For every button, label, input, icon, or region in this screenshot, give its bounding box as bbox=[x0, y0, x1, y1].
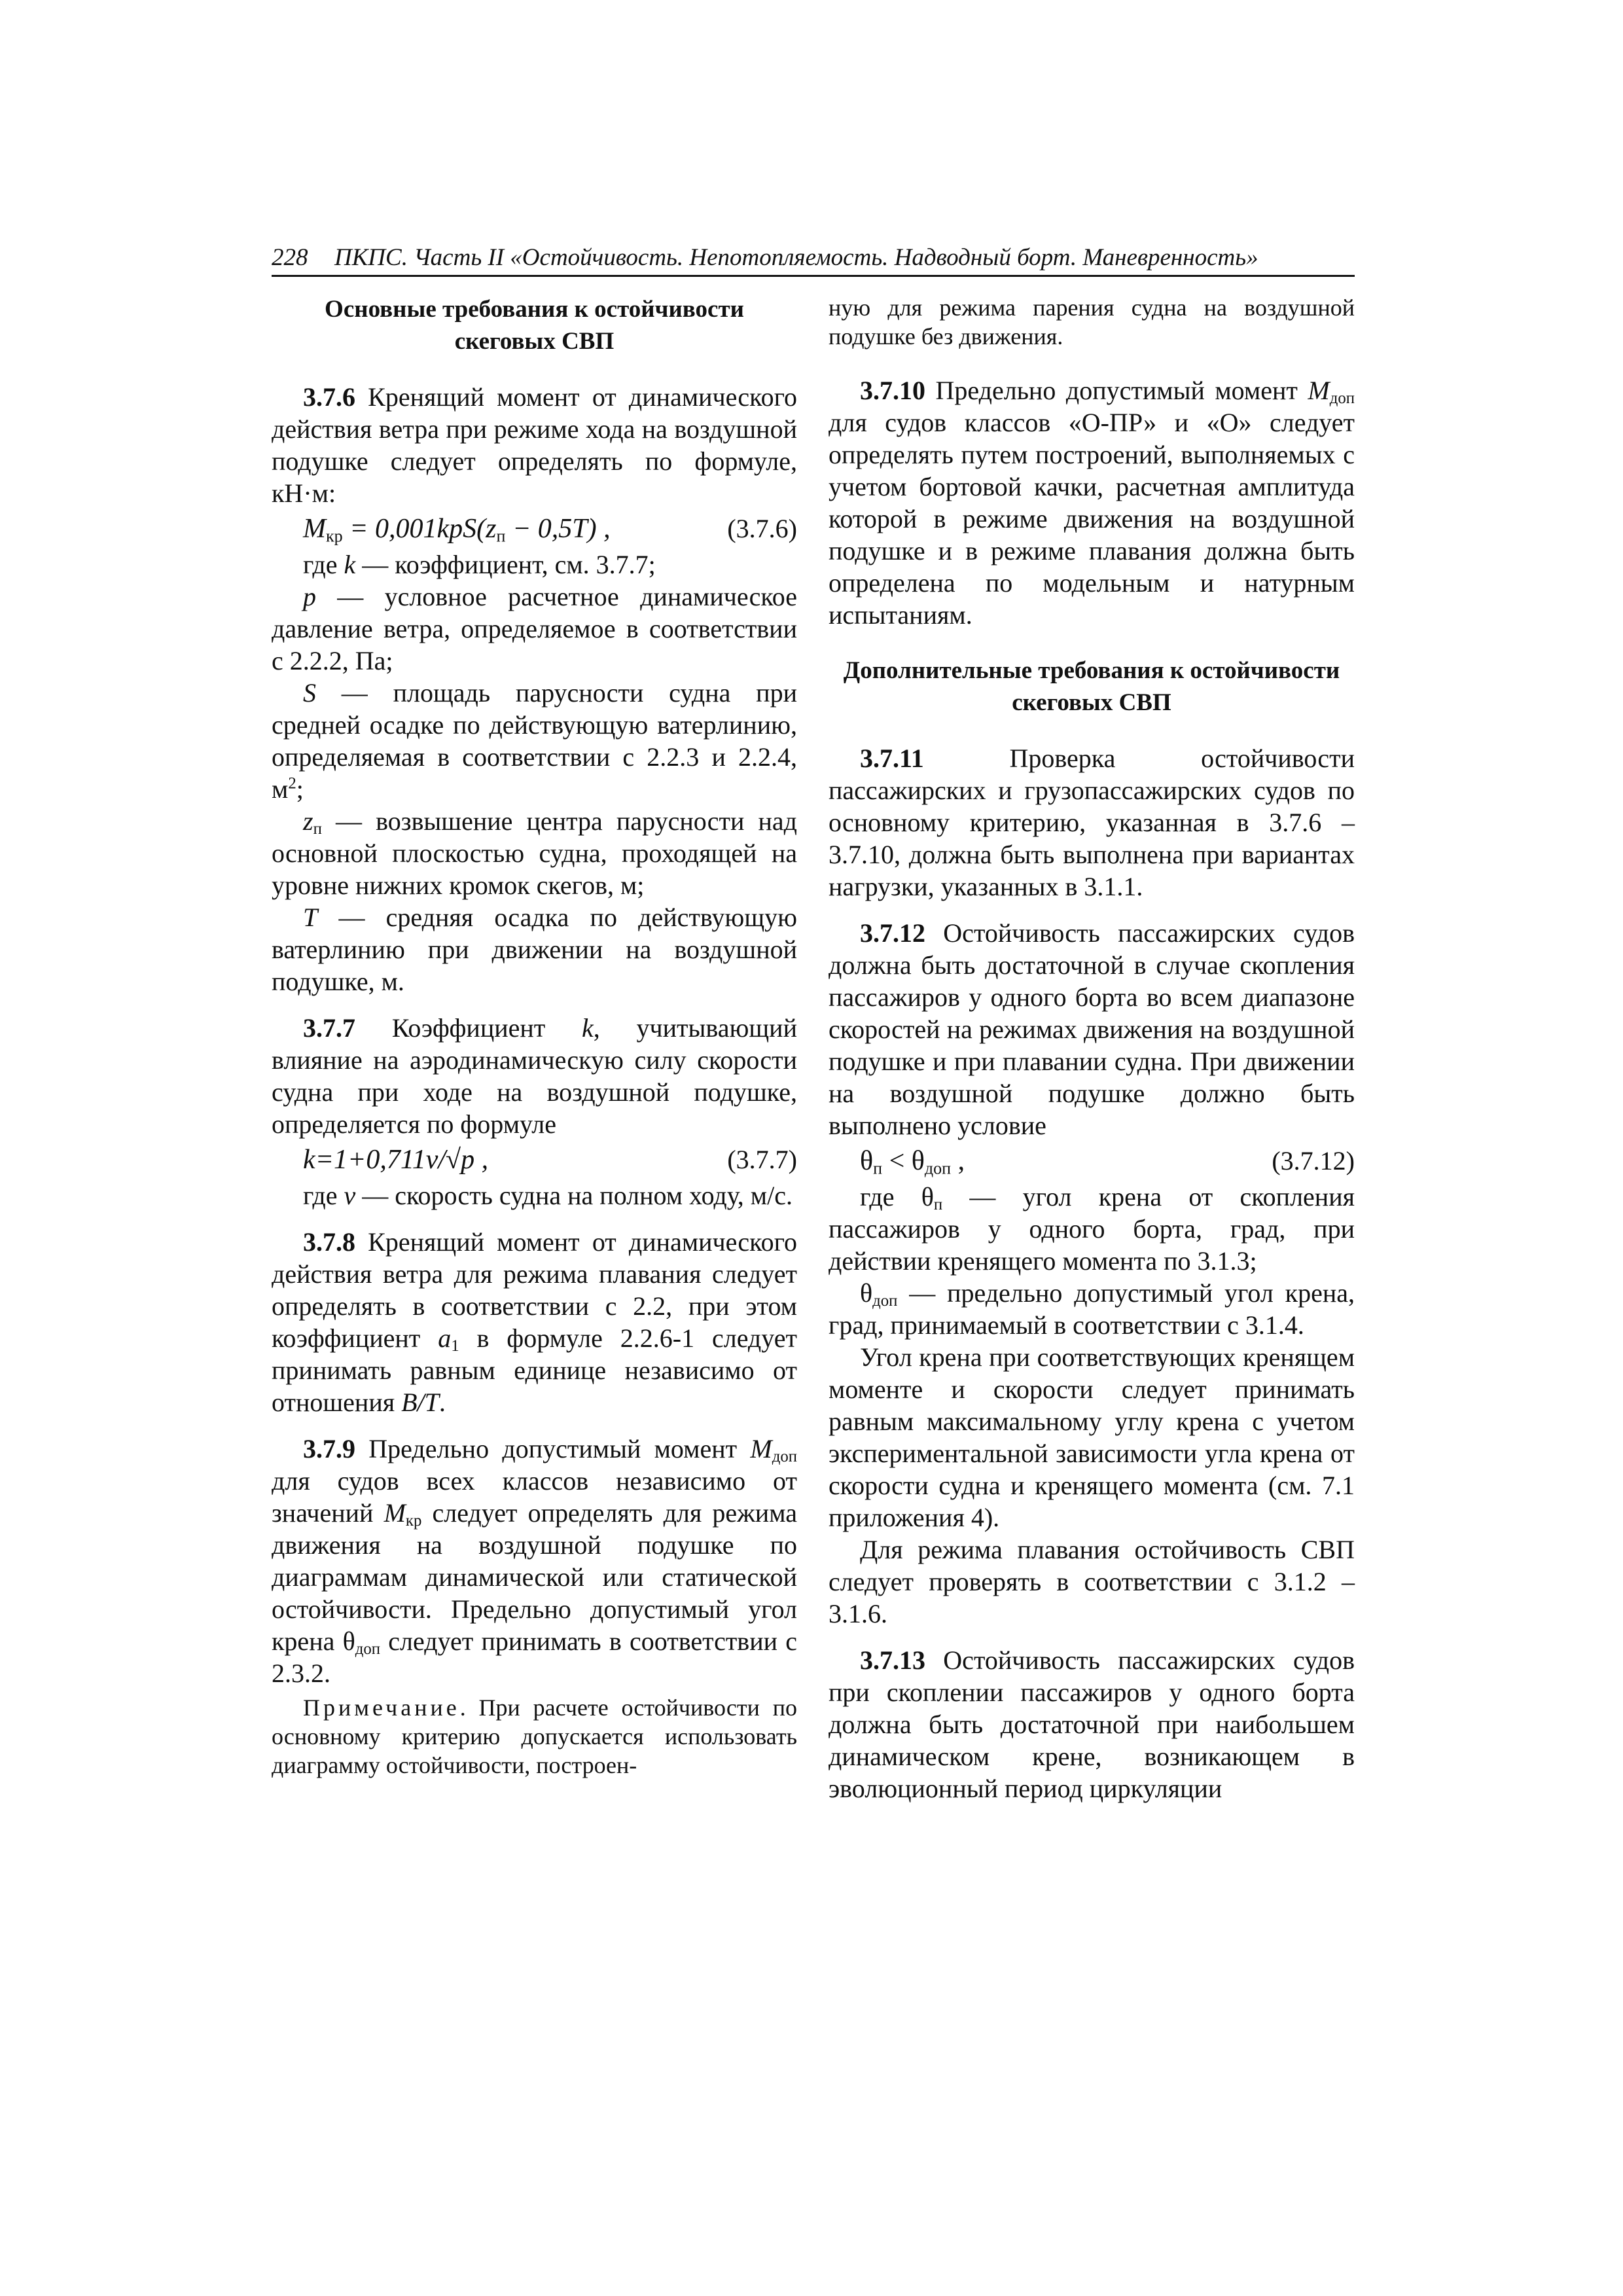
subscript: 1 bbox=[451, 1337, 459, 1355]
note-text: . При расчете остойчивости по основному критерию допускается использовать диаграмму остойчивости, построен- bbox=[272, 1695, 797, 1778]
clause-text: , учитывающий влияние на аэродинамическую силу скорости судна при ходе на воздушной подушке, определяется по формуле bbox=[272, 1013, 797, 1139]
formula-expression bbox=[860, 1141, 965, 1181]
section-heading-additional bbox=[829, 655, 1355, 719]
clause-number: 3.7.11 bbox=[860, 744, 924, 773]
clause-text: для судов классов «О-ПР» и «О» следует определять путем построений, выполняемых с учетом бортовой качки, расчетная амплитуда которой в режиме движения на воздушной подушке и в режиме плавания должна быть определена по модельным и натурным испытаниям. bbox=[829, 408, 1355, 630]
note bbox=[272, 1693, 797, 1780]
clause-text: следует принимать в соответствии с 2.3.2. bbox=[272, 1626, 797, 1688]
page-number: 228 bbox=[272, 244, 308, 271]
subscript: доп bbox=[1329, 389, 1355, 408]
symbol: M bbox=[1308, 376, 1330, 405]
subscript: доп bbox=[355, 1640, 381, 1659]
formula-number: (3.7.6) bbox=[727, 514, 797, 543]
clause-number: 3.7.8 bbox=[303, 1227, 355, 1257]
section-heading-basic bbox=[272, 293, 797, 357]
running-header bbox=[272, 241, 1348, 275]
clause-text: Предельно допустимый момент bbox=[355, 1434, 751, 1463]
formula-symbol: θ bbox=[860, 1146, 874, 1176]
formula-expression: k=1+0,711v/√p , bbox=[303, 1145, 489, 1175]
subscript: п bbox=[933, 1196, 943, 1214]
formula-part: , bbox=[951, 1146, 965, 1176]
note-label: Примечание bbox=[303, 1695, 460, 1721]
where-prefix: где bbox=[303, 550, 344, 579]
clause-number: 3.7.10 bbox=[860, 376, 925, 405]
subscript: доп bbox=[772, 1448, 797, 1466]
symbol: p bbox=[303, 582, 316, 611]
subscript: п bbox=[313, 820, 322, 838]
where-prefix: где bbox=[303, 1181, 344, 1210]
clause-text: Проверка остойчивости пассажирских и грузопассажирских судов по основному критерию, указанная в 3.7.6 – 3.7.10, должна быть выполнена при вариантах нагрузки, указанных в 3.1.1. bbox=[829, 744, 1355, 901]
clause-3-7-8 bbox=[272, 1226, 797, 1418]
formula-expression bbox=[303, 509, 611, 548]
formula-subscript: доп bbox=[924, 1158, 952, 1178]
formula-number: (3.7.7) bbox=[727, 1145, 797, 1174]
header-rule bbox=[272, 275, 1355, 277]
heading-line-1: Дополнительные требования к остойчивости bbox=[843, 657, 1340, 684]
clause-text: Остойчивость пассажирских судов должна быть достаточной в случае скопления пассажиров у одного борта во всем диапазоне скоростей на режимах движения на воздушной подушке и при плавании судна. При движении на воздушной подушке должно быть выполнено условие bbox=[829, 918, 1355, 1140]
formula-part: − 0,5T) , bbox=[505, 514, 611, 544]
symbol: T bbox=[303, 903, 318, 932]
clause-3-7-13 bbox=[829, 1644, 1355, 1804]
formula-part: = 0,001kpS(z bbox=[349, 514, 497, 544]
symbol: S bbox=[303, 678, 316, 708]
formula-subscript: кр bbox=[326, 526, 343, 546]
symbol: v bbox=[344, 1181, 356, 1210]
symbol: k bbox=[344, 550, 356, 579]
formula-part: < θ bbox=[882, 1146, 925, 1176]
definition-text: — предельно допустимый угол крена, град, принимаемый в соответствии с 3.1.4. bbox=[829, 1278, 1355, 1340]
formula-number: (3.7.12) bbox=[1272, 1146, 1355, 1175]
formula-subscript: п bbox=[496, 526, 506, 546]
clause-text: следует определять для режима движения на воздушной подушке по диаграммам динамической или статической остойчивости. Предельно допустимый угол крена θ bbox=[272, 1498, 797, 1656]
clause-number: 3.7.6 bbox=[303, 382, 355, 412]
definition-v bbox=[272, 1179, 797, 1211]
paragraph-heel-angle: Угол крена при соответствующих кренящем моменте и скорости следует принимать равным максимальному углу крена с учетом экспериментальной зависимости угла крена от скорости судна и кренящего момента (см. 7.1 приложения 4). bbox=[829, 1342, 1355, 1532]
punct: . bbox=[438, 1388, 446, 1417]
symbol: a bbox=[438, 1323, 452, 1353]
formula-subscript: п bbox=[873, 1158, 883, 1178]
symbol: z bbox=[303, 806, 313, 836]
clause-text: Предельно допустимый момент bbox=[925, 376, 1308, 405]
definition-text: — угол крена от скопления пассажиров у одного борта, град, при действии кренящего момента по 3.1.3; bbox=[829, 1182, 1355, 1276]
formula-3-7-7 bbox=[272, 1140, 797, 1179]
clause-text: Кренящий момент от динамического действия ветра при режиме хода на воздушной подушке следует определять по формуле, кН·м: bbox=[272, 382, 797, 508]
symbol: θ bbox=[860, 1278, 873, 1308]
punct: ; bbox=[296, 774, 304, 804]
clause-3-7-7 bbox=[272, 1012, 797, 1140]
heading-line-2: скеговых СВП bbox=[454, 328, 615, 355]
subscript: кр bbox=[405, 1512, 422, 1530]
definition-theta-p bbox=[829, 1181, 1355, 1277]
formula-3-7-6 bbox=[272, 509, 797, 548]
definition-text: — коэффициент, см. 3.7.7; bbox=[355, 550, 656, 579]
clause-3-7-9 bbox=[272, 1433, 797, 1689]
symbol: k bbox=[582, 1013, 594, 1043]
subscript: доп bbox=[872, 1292, 898, 1310]
definition-p bbox=[272, 581, 797, 677]
definition-t bbox=[272, 901, 797, 997]
clause-text: для судов всех классов независимо от значений bbox=[272, 1466, 797, 1528]
header-title: ПКПС. Часть II «Остойчивость. Непотопляемость. Надводный борт. Маневренность» bbox=[334, 244, 1258, 271]
clause-text: Коэффициент bbox=[355, 1013, 582, 1043]
right-column bbox=[829, 293, 1355, 1804]
clause-number: 3.7.12 bbox=[860, 918, 925, 948]
definition-text: — условное расчетное динамическое давление ветра, определяемое в соответствии с 2.2.2, Па; bbox=[272, 582, 797, 675]
where-prefix: где θ bbox=[860, 1182, 934, 1211]
symbol: B/T bbox=[401, 1388, 439, 1417]
clause-3-7-12 bbox=[829, 917, 1355, 1141]
clause-3-7-6 bbox=[272, 381, 797, 509]
symbol: M bbox=[383, 1498, 406, 1528]
heading-line-1: Основные требования к остойчивости bbox=[325, 296, 744, 323]
definition-z bbox=[272, 805, 797, 901]
definition-text: — площадь парусности судна при средней осадке по действующую ватерлинию, определяемая в соответствии с 2.2.3 и 2.2.4, м bbox=[272, 678, 797, 804]
definition-text: — скорость судна на полном ходу, м/с. bbox=[355, 1181, 793, 1210]
heading-line-2: скеговых СВП bbox=[1012, 689, 1171, 716]
superscript: 2 bbox=[288, 774, 296, 793]
clause-3-7-11 bbox=[829, 742, 1355, 903]
paragraph-floating-mode: Для режима плавания остойчивость СВП следует проверять в соответствии с 3.1.2 – 3.1.6. bbox=[829, 1535, 1355, 1628]
formula-symbol: M bbox=[303, 514, 326, 544]
clause-text: Кренящий момент от динамического действия ветра для режима плавания следует определять в соответствии с 2.2, при этом коэффициент bbox=[272, 1227, 797, 1353]
clause-text: в формуле 2.2.6-1 следует принимать равным единице независимо от отношения bbox=[272, 1323, 797, 1417]
definition-text: — возвышение центра парусности над основной плоскостью судна, проходящей на уровне нижних кромок скегов, м; bbox=[272, 806, 797, 900]
clause-number: 3.7.9 bbox=[303, 1434, 355, 1463]
note-continuation: ную для режима парения судна на воздушной подушке без движения. bbox=[829, 295, 1355, 350]
clause-number: 3.7.13 bbox=[860, 1645, 925, 1675]
definition-k bbox=[272, 548, 797, 581]
definition-s bbox=[272, 677, 797, 805]
definition-theta-dop bbox=[829, 1277, 1355, 1341]
clause-number: 3.7.7 bbox=[303, 1013, 355, 1043]
clause-3-7-10 bbox=[829, 374, 1355, 631]
clause-text: Остойчивость пассажирских судов при скоплении пассажиров у одного борта должна быть достаточной при наибольшем динамическом крене, возникающем в эволюционный период циркуляции bbox=[829, 1645, 1355, 1803]
formula-3-7-12 bbox=[829, 1141, 1355, 1181]
left-column bbox=[272, 293, 797, 1780]
definition-text: — средняя осадка по действующую ватерлинию при движении на воздушной подушке, м. bbox=[272, 903, 797, 996]
symbol: M bbox=[750, 1434, 772, 1463]
